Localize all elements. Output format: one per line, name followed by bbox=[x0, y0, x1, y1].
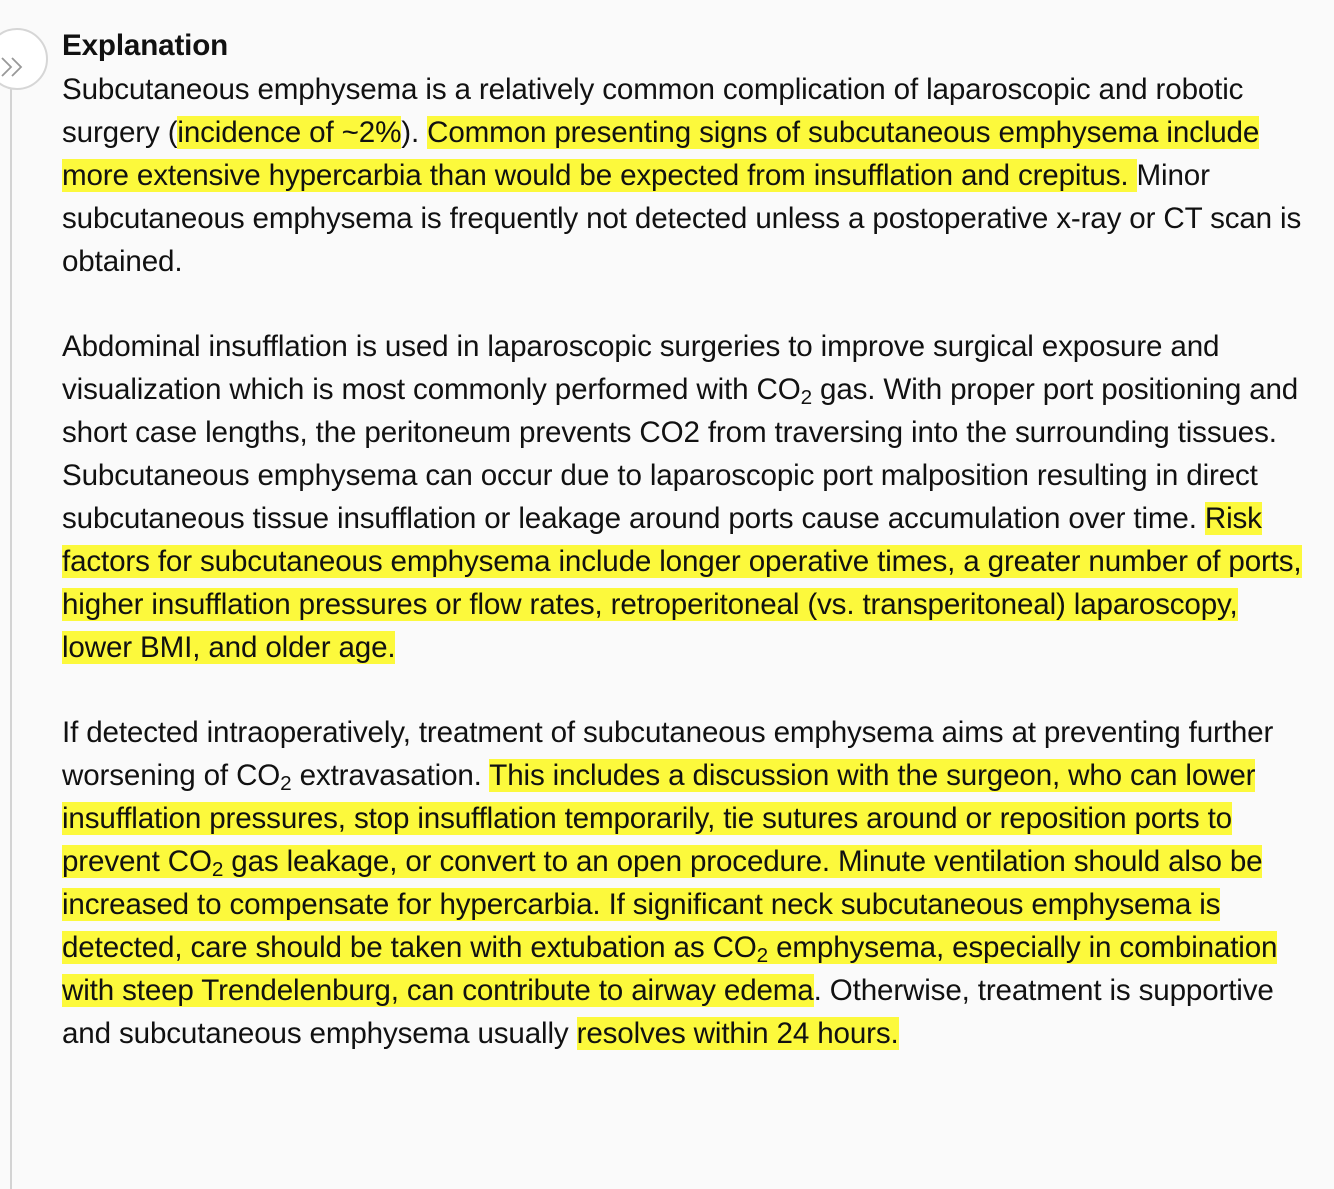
text-segment: . Otherwise, treatment is supportive and subcutaneous emphysema usually bbox=[62, 974, 1274, 1050]
explanation-paragraph-3 bbox=[62, 711, 1302, 1055]
highlighted-text: Risk factors for subcutaneous emphysema include longer operative times, a greater number of ports, higher insufflation pressures or flow rates, retroperitoneal (vs. transperitoneal) laparoscopy, lower BMI, and older age. bbox=[62, 502, 1302, 664]
text-segment: extravasation. bbox=[291, 759, 490, 792]
highlighted-text: incidence of ~2% bbox=[177, 116, 402, 149]
explanation-paragraph-1 bbox=[62, 68, 1302, 283]
explanation-paragraph-2 bbox=[62, 325, 1302, 669]
highlighted-text bbox=[62, 759, 1277, 1007]
double-chevron-right-icon bbox=[0, 56, 26, 78]
expand-sidebar-button[interactable] bbox=[0, 28, 48, 90]
highlighted-text: Common presenting signs of subcutaneous emphysema include more extensive hypercarbia than would be expected from insufflation and crepitus. bbox=[62, 116, 1260, 192]
explanation-heading: Explanation bbox=[62, 29, 229, 62]
sidebar-rail bbox=[10, 70, 12, 1189]
text-segment: gas. With proper port positioning and short case lengths, the peritoneum prevents CO2 from traversing into the surrounding tissues. Subcutaneous emphysema can occur due to laparoscopic port malposition resulting in direct subcutaneous tissue insufflation or leakage around ports cause accumulation over time. bbox=[62, 373, 1299, 535]
text-segment: Subcutaneous emphysema is a relatively common complication of laparoscopic and robotic surgery ( bbox=[62, 73, 1244, 149]
subscript: 2 bbox=[800, 386, 812, 410]
subscript: 2 bbox=[280, 772, 292, 796]
text-segment: Minor subcutaneous emphysema is frequently not detected unless a postoperative x-ray or CT scan is obtained. bbox=[62, 159, 1302, 278]
text-segment: ). bbox=[401, 116, 428, 149]
highlighted-text: resolves within 24 hours. bbox=[576, 1017, 899, 1050]
highlighted-text-part: gas leakage, or convert to an open procedure. Minute ventilation should also be increased to compensate for hypercarbia. If significant neck subcutaneous emphysema is detected, care should be taken with extubation as CO bbox=[62, 845, 1263, 964]
text-segment: If detected intraoperatively, treatment of subcutaneous emphysema aims at preventing further worsening of CO bbox=[62, 716, 1274, 792]
explanation-content bbox=[62, 26, 1302, 1097]
highlighted-text-part: emphysema, especially in combination with steep Trendelenburg, can contribute to airway edema bbox=[62, 931, 1278, 1007]
text-segment: Abdominal insufflation is used in laparoscopic surgeries to improve surgical exposure and visualization which is most commonly performed with CO bbox=[62, 330, 1220, 406]
subscript: 2 bbox=[756, 944, 769, 968]
subscript: 2 bbox=[211, 858, 224, 882]
highlighted-text-part: This includes a discussion with the surgeon, who can lower insufflation pressures, stop insufflation temporarily, tie sutures around or reposition ports to prevent CO bbox=[62, 759, 1256, 878]
